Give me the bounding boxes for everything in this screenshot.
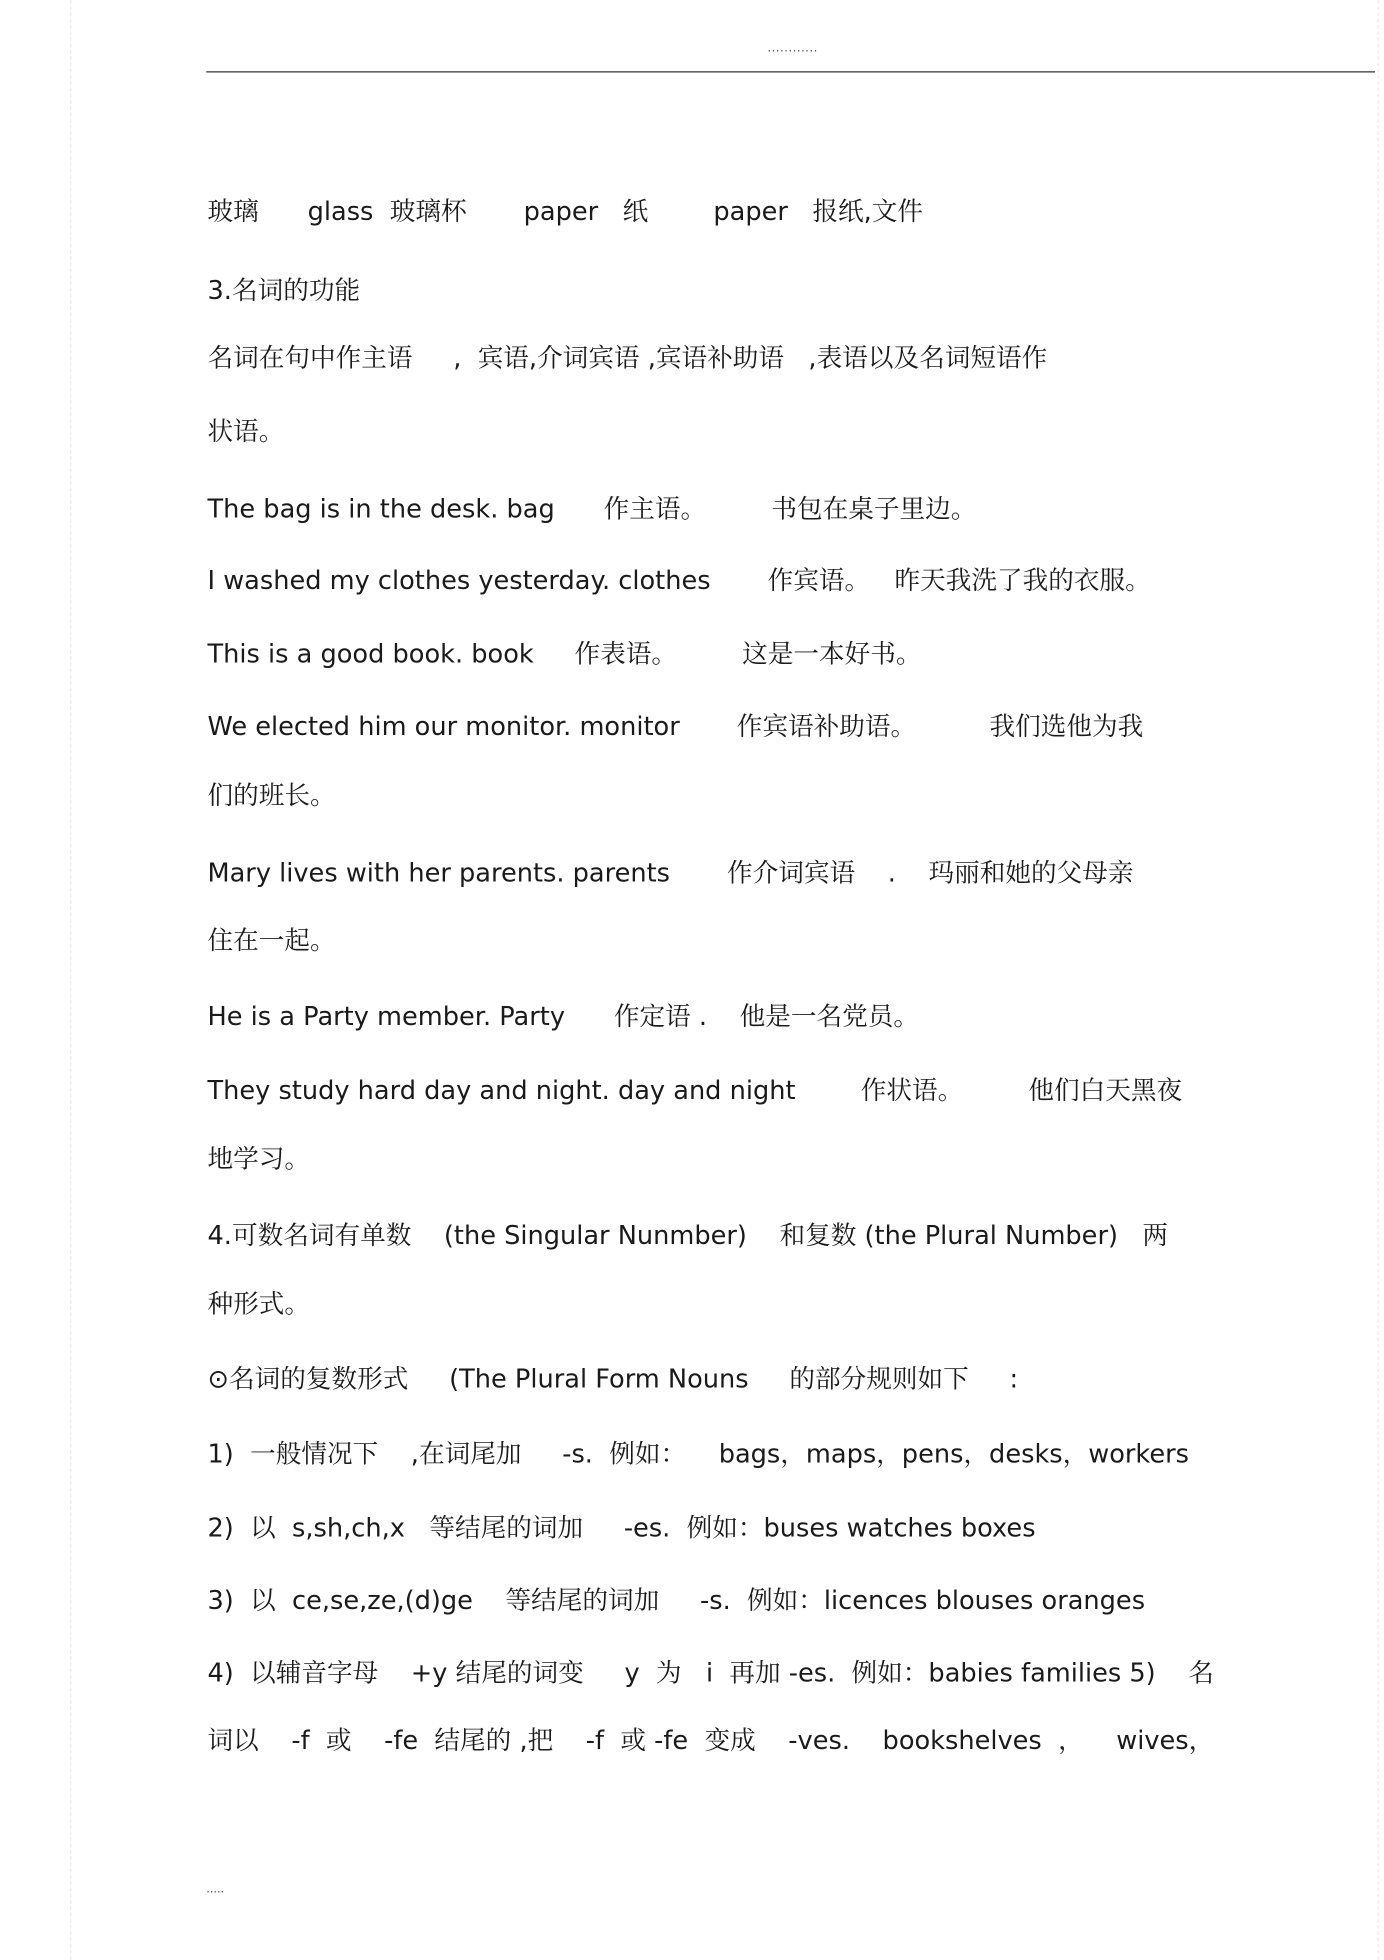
text-line (208, 1220, 1169, 1250)
text-line (208, 565, 1151, 595)
text-segment: -fe 结尾的 ,把 (351, 1725, 554, 1755)
text-line (208, 1513, 1036, 1543)
text-segment: I washed my clothes yesterday. clothes (207, 565, 711, 595)
page-guide-line (70, 0, 71, 1960)
text-segment: 等结尾的词加 (472, 1585, 660, 1615)
text-segment: 4) 以辅音字母 (207, 1657, 379, 1688)
text-segment: 3) 以 ce,se,ze,(d)ge (207, 1585, 473, 1615)
text-line (208, 1439, 1190, 1469)
text-segment: glass 玻璃杯 (258, 196, 467, 227)
text-line (208, 1585, 1146, 1615)
text-segment: He is a Party member. Party (207, 1001, 565, 1032)
text-segment: paper 纸 (466, 196, 649, 227)
text-line (208, 416, 285, 446)
text-segment: bookshelves ， (849, 1725, 1084, 1755)
text-line (208, 858, 1134, 888)
text-segment: ,表语以及名词短语作 (783, 342, 1048, 373)
text-segment: 作状语。 (795, 1075, 964, 1105)
text-segment: 词以 (207, 1725, 259, 1755)
text-segment: 作表语。 (533, 638, 677, 669)
text-segment: 状语。 (207, 416, 285, 447)
text-segment: 我们选他为我 (916, 711, 1144, 742)
text-segment: ⊙名词的复数形式 (207, 1363, 409, 1394)
text-segment: -f 或 -fe 变成 (553, 1725, 756, 1755)
text-segment: 地学习。 (207, 1143, 310, 1174)
text-line (208, 494, 977, 524)
text-line (208, 711, 1144, 741)
text-line (208, 275, 361, 305)
text-segment: 这是一本好书。 (676, 638, 922, 669)
header-rule (206, 71, 1375, 72)
text-line (208, 780, 336, 810)
text-segment: 玻璃 (207, 196, 259, 227)
text-segment: 1) 一般情况下 (207, 1438, 379, 1469)
text-line (208, 1364, 1019, 1394)
text-segment: 种形式。 (207, 1288, 310, 1319)
text-segment: +y 结尾的词变 (378, 1657, 584, 1688)
text-segment: 作主语。 (554, 493, 707, 524)
text-segment: We elected him our monitor. monitor (207, 711, 680, 742)
text-segment: 作宾语补助语。 (679, 711, 917, 742)
text-segment: 等结尾的词加 (404, 1512, 584, 1543)
text-segment: : (968, 1363, 1019, 1394)
text-segment: This is a good book. book (207, 638, 534, 669)
text-segment: 书包在桌子里边。 (706, 493, 977, 524)
text-segment: (the Singular Nunmber) (411, 1220, 747, 1250)
text-segment: They study hard day and night. day and night (207, 1075, 796, 1105)
text-line (208, 1144, 311, 1174)
text-segment: 作定语 . (565, 1001, 708, 1032)
text-segment: y 为 i 再加 -es. 例如：babies families 5) (583, 1657, 1156, 1688)
text-segment: (The Plural Form Nouns (408, 1363, 749, 1394)
text-segment: 作宾语。 (710, 565, 871, 595)
text-line (208, 196, 923, 226)
text-segment: The bag is in the desk. bag (207, 493, 555, 524)
text-line (208, 343, 1048, 373)
text-segment: -f 或 (258, 1725, 352, 1755)
text-segment: 3.名词的功能 (207, 275, 361, 305)
header-dots: ............ (767, 42, 818, 55)
text-segment: 住在一起。 (207, 925, 336, 955)
text-line (208, 1289, 311, 1319)
text-line (208, 1658, 1214, 1688)
text-segment: -ves. (755, 1725, 850, 1755)
text-segment: 的部分规则如下 (748, 1363, 969, 1394)
text-line (208, 925, 336, 955)
text-segment: 他们白天黑夜 (963, 1075, 1183, 1105)
text-segment: Mary lives with her parents. parents (207, 857, 671, 888)
text-segment: 4.可数名词有单数 (207, 1220, 412, 1250)
footer-dots: ..... (206, 1883, 225, 1897)
text-line (208, 1075, 1183, 1105)
text-line (208, 1725, 1215, 1755)
text-segment: 们的班长。 (207, 780, 336, 810)
text-segment: 作介词宾语 (670, 857, 856, 888)
text-segment: . 玛丽和她的父母亲 (855, 857, 1134, 888)
text-segment: 昨天我洗了我的衣服。 (870, 565, 1151, 595)
text-segment: wives， (1083, 1725, 1215, 1755)
text-segment: ,在词尾加 (378, 1438, 522, 1469)
text-segment: 2) 以 s,sh,ch,x (207, 1512, 405, 1543)
text-segment: -es. 例如：buses watches boxes (583, 1512, 1036, 1543)
text-segment: 和复数 (the Plural Number) (746, 1220, 1118, 1250)
text-segment: 他是一名党员。 (707, 1001, 920, 1032)
text-line (208, 639, 922, 669)
text-segment: -s. 例如：licences blouses oranges (659, 1585, 1146, 1615)
page-guide-line (1378, 0, 1379, 1960)
text-segment: , 宾语,介词宾语 ,宾语补助语 (412, 342, 784, 373)
text-segment: paper 报纸,文件 (648, 196, 923, 227)
text-segment: bags，maps，pens，desks，workers (686, 1438, 1190, 1469)
text-segment: -s. 例如： (521, 1438, 687, 1469)
text-segment: 两 (1117, 1220, 1169, 1250)
text-segment: 名词在句中作主语 (207, 342, 413, 373)
text-segment: 名 (1155, 1657, 1214, 1688)
text-line (208, 1001, 920, 1031)
